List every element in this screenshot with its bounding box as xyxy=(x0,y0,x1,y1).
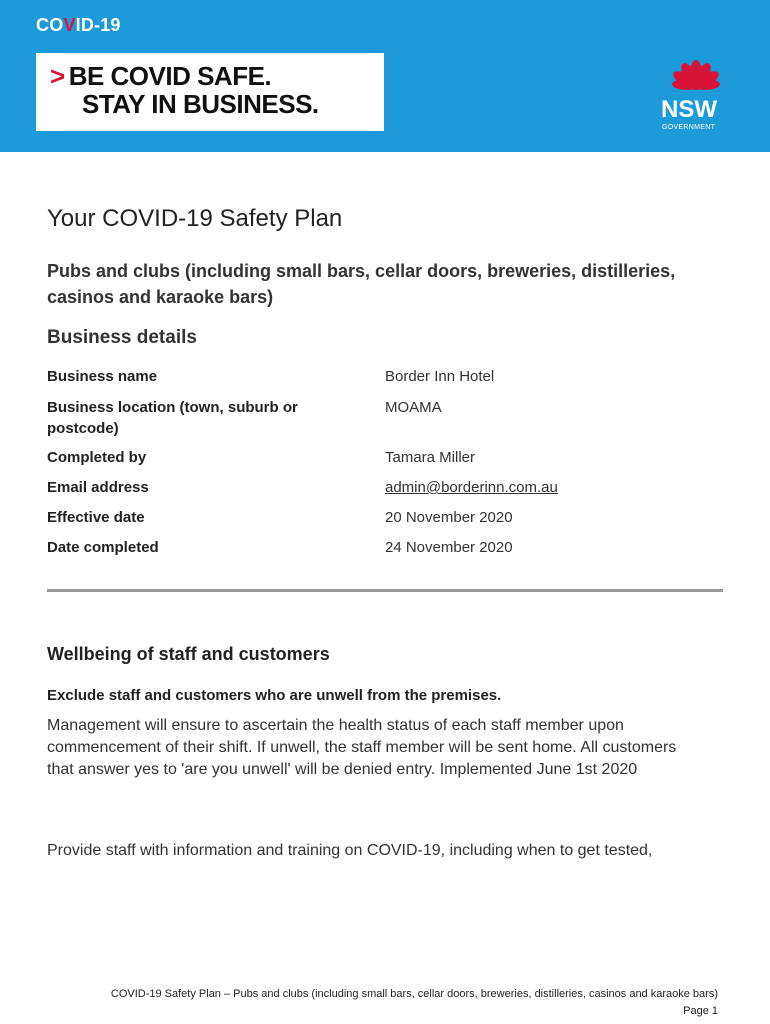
detail-label: Business location (town, suburb or postcode) xyxy=(47,399,298,437)
detail-label: Completed by xyxy=(47,449,147,466)
exclude-response-text: Management will ensure to ascertain the health status of each staff member upon commencement of their shift. If unwell, the staff member will be sent home. All customers that answer yes to 'are you unwell' will be denied entry. Implemented June 1st 2020 xyxy=(47,717,677,778)
detail-value: 24 November 2020 xyxy=(385,539,513,556)
covid-tag-post: ID-19 xyxy=(75,15,121,35)
detail-label: Effective date xyxy=(47,509,145,526)
detail-value: Tamara Miller xyxy=(385,449,476,466)
nsw-logo-word: NSW xyxy=(661,96,717,123)
section-divider xyxy=(47,589,723,592)
email-link[interactable]: admin@borderinn.com.au xyxy=(385,479,558,496)
detail-value: MOAMA xyxy=(385,399,442,416)
page-footer xyxy=(111,986,718,1020)
page-title: Your COVID-19 Safety Plan xyxy=(47,205,343,232)
business-details-heading: Business details xyxy=(47,327,197,348)
covid-tag-pre: CO xyxy=(36,15,64,35)
page-subtitle: Pubs and clubs (including small bars, cellar doors, breweries, distilleries, casinos and karaoke bars) xyxy=(47,261,676,307)
detail-label: Date completed xyxy=(47,539,159,556)
covid-19-tag xyxy=(36,15,121,36)
wellbeing-heading: Wellbeing of staff and customers xyxy=(47,644,330,664)
slogan-line-2: STAY IN BUSINESS. xyxy=(82,89,319,119)
slogan-box xyxy=(36,53,384,131)
chevron-right-icon: > xyxy=(50,61,65,91)
covid-tag-accent: V xyxy=(63,15,76,35)
footer-title: COVID-19 Safety Plan – Pubs and clubs (including small bars, cellar doors, breweries, distilleries, casinos and karaoke bars) xyxy=(110,988,718,1000)
page-number: Page 1 xyxy=(683,1005,718,1017)
slogan-line-1-text: BE COVID SAFE. xyxy=(68,61,272,91)
slogan-line-1 xyxy=(50,62,384,90)
detail-label: Email address xyxy=(47,479,149,496)
header-banner xyxy=(0,0,770,152)
nsw-logo-government: GOVERNMENT xyxy=(662,124,716,131)
provide-staff-text: Provide staff with information and training on COVID-19, including when to get tested, xyxy=(47,842,653,859)
exclude-heading: Exclude staff and customers who are unwell from the premises. xyxy=(47,687,502,704)
detail-value: Border Inn Hotel xyxy=(385,368,495,385)
detail-value: 20 November 2020 xyxy=(385,509,513,526)
detail-label: Business name xyxy=(47,368,158,385)
